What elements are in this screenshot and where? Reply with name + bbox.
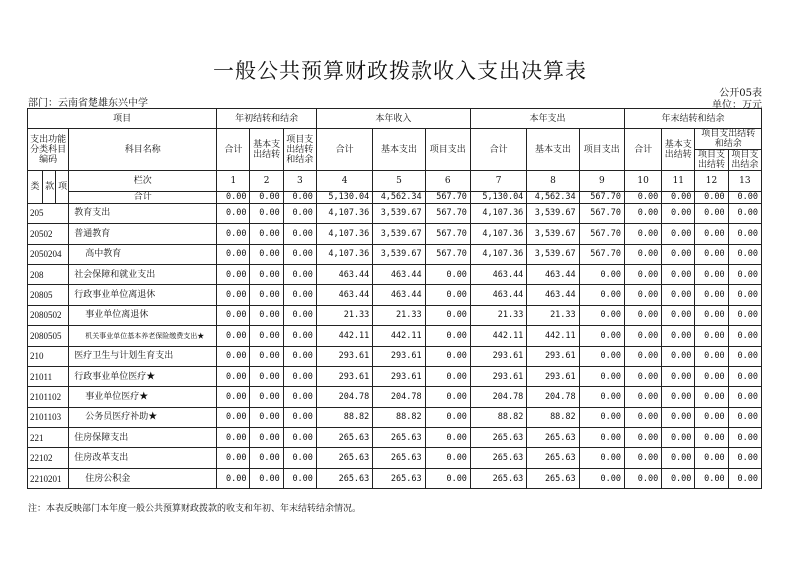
row-value: 0.00 (250, 346, 283, 366)
row-value: 442.11 (373, 326, 425, 346)
row-value: 0.00 (250, 203, 283, 223)
row-value: 0.00 (283, 407, 316, 427)
row-value: 3,539.67 (527, 244, 579, 264)
row-value: 567.70 (579, 224, 624, 244)
row-value: 0.00 (217, 428, 250, 448)
header-project-carry-short: 项目支出结转 (695, 150, 728, 171)
row-value: 0.00 (579, 468, 624, 488)
row-value: 0.00 (217, 244, 250, 264)
header-project-surplus: 项目支出结余 (728, 150, 761, 171)
row-name: 事业单位离退休 (69, 305, 217, 325)
header-item: 项目 (28, 109, 217, 129)
row-value: 0.00 (695, 346, 728, 366)
header-closing-project: 项目支出结转和结余 (695, 129, 762, 150)
row-value: 0.00 (624, 264, 661, 284)
row-value: 293.61 (316, 366, 372, 386)
row-value: 293.61 (527, 366, 579, 386)
row-value: 0.00 (662, 305, 695, 325)
table-row (28, 203, 762, 223)
row-value: 442.11 (316, 326, 372, 346)
table-row (28, 264, 762, 284)
header-lei: 类 (28, 171, 43, 203)
total-value: 0.00 (695, 191, 728, 203)
row-value: 0.00 (250, 407, 283, 427)
row-value: 463.44 (316, 264, 372, 284)
row-code: 210 (28, 346, 69, 366)
row-value: 0.00 (662, 244, 695, 264)
row-value: 0.00 (728, 387, 761, 407)
row-name: 住房保障支出 (69, 428, 217, 448)
row-value: 0.00 (624, 387, 661, 407)
row-value: 0.00 (662, 203, 695, 223)
row-value: 21.33 (527, 305, 579, 325)
row-value: 3,539.67 (527, 224, 579, 244)
row-value: 0.00 (695, 203, 728, 223)
row-value: 0.00 (250, 387, 283, 407)
row-value: 0.00 (425, 407, 470, 427)
col-num: 3 (283, 171, 316, 191)
row-value: 0.00 (728, 346, 761, 366)
header-closing-total: 合计 (624, 129, 661, 171)
row-value: 0.00 (624, 428, 661, 448)
header-code: 支出功能分类科目编码 (28, 129, 69, 171)
row-value: 0.00 (425, 285, 470, 305)
row-value: 0.00 (283, 448, 316, 468)
header-expense-basic: 基本支出 (527, 129, 579, 171)
row-code: 2080502 (28, 305, 69, 325)
row-value: 567.70 (425, 203, 470, 223)
row-value: 463.44 (373, 264, 425, 284)
row-value: 0.00 (695, 366, 728, 386)
row-value: 265.63 (373, 468, 425, 488)
row-value: 0.00 (579, 285, 624, 305)
row-value: 0.00 (217, 387, 250, 407)
row-value: 0.00 (283, 203, 316, 223)
row-value: 204.78 (470, 387, 526, 407)
row-value: 0.00 (579, 346, 624, 366)
row-name: 住房改革支出 (69, 448, 217, 468)
row-value: 0.00 (425, 305, 470, 325)
row-code: 2080505 (28, 326, 69, 346)
header-opening: 年初结转和结余 (217, 109, 317, 129)
header-income: 本年收入 (316, 109, 470, 129)
table-row (28, 428, 762, 448)
row-value: 265.63 (470, 448, 526, 468)
row-value: 0.00 (425, 366, 470, 386)
total-value: 0.00 (283, 191, 316, 203)
header-income-project: 项目支出 (425, 129, 470, 171)
table-row (28, 285, 762, 305)
row-value: 0.00 (217, 346, 250, 366)
total-value: 0.00 (250, 191, 283, 203)
row-value: 0.00 (217, 326, 250, 346)
row-value: 0.00 (728, 366, 761, 386)
row-value: 0.00 (217, 285, 250, 305)
page-title: 一般公共预算财政拨款收入支出决算表 (213, 59, 587, 83)
row-value: 293.61 (316, 346, 372, 366)
row-value: 4,107.36 (316, 244, 372, 264)
row-name: 机关事业单位基本养老保险缴费支出★ (69, 326, 217, 346)
row-value: 0.00 (728, 224, 761, 244)
row-value: 4,107.36 (470, 203, 526, 223)
row-value: 0.00 (728, 305, 761, 325)
row-value: 0.00 (250, 448, 283, 468)
header-income-basic: 基本支出 (373, 129, 425, 171)
table-row (28, 448, 762, 468)
row-value: 567.70 (425, 224, 470, 244)
row-value: 3,539.67 (527, 203, 579, 223)
col-num: 4 (316, 171, 372, 191)
row-value: 0.00 (217, 224, 250, 244)
total-value: 0.00 (662, 191, 695, 203)
row-value: 265.63 (470, 428, 526, 448)
row-value: 0.00 (624, 305, 661, 325)
row-value: 442.11 (527, 326, 579, 346)
row-value: 567.70 (579, 244, 624, 264)
row-value: 88.82 (527, 407, 579, 427)
footnote: 注：本表反映部门本年度一般公共预算财政拨款的收支和年初、年末结转结余情况。 (28, 504, 362, 514)
row-value: 0.00 (217, 407, 250, 427)
row-value: 0.00 (728, 448, 761, 468)
row-value: 0.00 (425, 326, 470, 346)
col-num: 1 (217, 171, 250, 191)
row-value: 293.61 (373, 366, 425, 386)
total-value: 0.00 (217, 191, 250, 203)
table-row (28, 407, 762, 427)
row-value: 0.00 (624, 326, 661, 346)
row-value: 4,107.36 (316, 203, 372, 223)
row-value: 0.00 (695, 326, 728, 346)
row-code: 205 (28, 203, 69, 223)
row-name: 事业单位医疗★ (69, 387, 217, 407)
header-xiang: 项 (56, 171, 69, 203)
total-value: 4,562.34 (373, 191, 425, 203)
total-value: 5,130.04 (470, 191, 526, 203)
row-value: 0.00 (283, 305, 316, 325)
row-value: 0.00 (728, 428, 761, 448)
budget-table (27, 108, 762, 489)
row-value: 463.44 (373, 285, 425, 305)
row-value: 0.00 (728, 407, 761, 427)
table-row (28, 387, 762, 407)
row-value: 463.44 (316, 285, 372, 305)
row-value: 0.00 (695, 224, 728, 244)
row-code: 2210201 (28, 468, 69, 488)
col-num: 9 (579, 171, 624, 191)
row-value: 21.33 (373, 305, 425, 325)
total-value: 567.70 (425, 191, 470, 203)
col-num: 5 (373, 171, 425, 191)
row-value: 293.61 (373, 346, 425, 366)
row-value: 265.63 (373, 428, 425, 448)
header-kuan: 款 (43, 171, 56, 203)
row-value: 0.00 (425, 468, 470, 488)
row-value: 0.00 (695, 407, 728, 427)
row-value: 4,107.36 (316, 224, 372, 244)
row-value: 4,107.36 (470, 224, 526, 244)
row-value: 0.00 (728, 285, 761, 305)
row-value: 0.00 (728, 244, 761, 264)
total-row-label: 合计 (69, 191, 217, 203)
row-value: 0.00 (250, 428, 283, 448)
row-value: 0.00 (250, 285, 283, 305)
row-value: 0.00 (695, 387, 728, 407)
row-value: 0.00 (662, 224, 695, 244)
row-value: 0.00 (662, 264, 695, 284)
row-value: 0.00 (662, 407, 695, 427)
table-row (28, 346, 762, 366)
row-value: 265.63 (470, 468, 526, 488)
row-code: 208 (28, 264, 69, 284)
row-value: 0.00 (695, 285, 728, 305)
total-value: 567.70 (579, 191, 624, 203)
row-value: 0.00 (283, 428, 316, 448)
table-row (28, 244, 762, 264)
row-value: 204.78 (373, 387, 425, 407)
row-name: 公务员医疗补助★ (69, 407, 217, 427)
col-num: 6 (425, 171, 470, 191)
row-name: 行政事业单位医疗★ (69, 366, 217, 386)
row-code: 20805 (28, 285, 69, 305)
row-value: 0.00 (283, 468, 316, 488)
row-value: 265.63 (316, 468, 372, 488)
column-row-label: 栏次 (69, 171, 217, 191)
row-value: 265.63 (316, 428, 372, 448)
header-expense: 本年支出 (470, 109, 624, 129)
row-value: 0.00 (662, 326, 695, 346)
row-value: 0.00 (728, 264, 761, 284)
row-value: 0.00 (283, 224, 316, 244)
row-value: 265.63 (527, 448, 579, 468)
header-closing-basic: 基本支出结转 (662, 129, 695, 171)
row-value: 4,107.36 (470, 244, 526, 264)
row-value: 0.00 (217, 264, 250, 284)
row-value: 293.61 (527, 346, 579, 366)
row-value: 265.63 (527, 468, 579, 488)
table-row (28, 305, 762, 325)
row-value: 0.00 (217, 468, 250, 488)
row-value: 0.00 (695, 305, 728, 325)
header-basic-carry: 基本支出结转 (250, 129, 283, 171)
row-value: 0.00 (624, 346, 661, 366)
row-value: 0.00 (624, 203, 661, 223)
row-value: 0.00 (250, 468, 283, 488)
row-value: 0.00 (283, 244, 316, 264)
header-name: 科目名称 (69, 129, 217, 171)
row-value: 0.00 (579, 326, 624, 346)
row-value: 567.70 (425, 244, 470, 264)
row-value: 0.00 (283, 387, 316, 407)
row-name: 社会保障和就业支出 (69, 264, 217, 284)
total-value: 5,130.04 (316, 191, 372, 203)
row-value: 463.44 (527, 264, 579, 284)
row-code: 21011 (28, 366, 69, 386)
row-value: 0.00 (250, 244, 283, 264)
row-value: 0.00 (624, 285, 661, 305)
row-value: 0.00 (217, 305, 250, 325)
row-value: 0.00 (662, 468, 695, 488)
row-value: 0.00 (425, 346, 470, 366)
row-value: 3,539.67 (373, 224, 425, 244)
row-value: 0.00 (425, 264, 470, 284)
row-value: 0.00 (579, 387, 624, 407)
row-value: 0.00 (250, 366, 283, 386)
table-row (28, 366, 762, 386)
table-row (28, 326, 762, 346)
row-value: 0.00 (662, 448, 695, 468)
row-value: 0.00 (579, 264, 624, 284)
header-project-carry: 项目支出结转和结余 (283, 129, 316, 171)
header-closing: 年末结转和结余 (624, 109, 761, 129)
row-value: 0.00 (283, 264, 316, 284)
row-value: 0.00 (624, 407, 661, 427)
row-value: 0.00 (250, 326, 283, 346)
row-value: 265.63 (527, 428, 579, 448)
table-row (28, 468, 762, 488)
row-value: 88.82 (470, 407, 526, 427)
department-label: 部门：云南省楚雄东兴中学 (28, 98, 148, 109)
row-value: 0.00 (624, 244, 661, 264)
row-value: 0.00 (579, 407, 624, 427)
row-value: 463.44 (527, 285, 579, 305)
row-value: 293.61 (470, 346, 526, 366)
row-value: 463.44 (470, 285, 526, 305)
row-value: 0.00 (662, 366, 695, 386)
row-value: 204.78 (316, 387, 372, 407)
row-value: 0.00 (217, 448, 250, 468)
row-value: 0.00 (579, 305, 624, 325)
form-code: 公开05表 (719, 88, 762, 99)
row-value: 0.00 (250, 305, 283, 325)
total-value: 4,562.34 (527, 191, 579, 203)
row-value: 3,539.67 (373, 244, 425, 264)
row-value: 0.00 (662, 428, 695, 448)
row-value: 442.11 (470, 326, 526, 346)
row-value: 0.00 (425, 428, 470, 448)
total-value: 0.00 (728, 191, 761, 203)
row-name: 教育支出 (69, 203, 217, 223)
row-value: 0.00 (728, 203, 761, 223)
row-value: 0.00 (250, 224, 283, 244)
row-value: 0.00 (624, 468, 661, 488)
row-value: 0.00 (662, 387, 695, 407)
row-value: 0.00 (695, 448, 728, 468)
row-value: 0.00 (217, 203, 250, 223)
row-value: 0.00 (283, 326, 316, 346)
header-expense-total: 合计 (470, 129, 526, 171)
row-name: 普通教育 (69, 224, 217, 244)
row-value: 567.70 (579, 203, 624, 223)
row-value: 0.00 (217, 366, 250, 386)
row-value: 265.63 (373, 448, 425, 468)
row-value: 204.78 (527, 387, 579, 407)
row-value: 0.00 (579, 428, 624, 448)
row-value: 0.00 (695, 428, 728, 448)
header-expense-project: 项目支出 (579, 129, 624, 171)
col-num: 13 (728, 171, 761, 191)
row-value: 293.61 (470, 366, 526, 386)
col-num: 11 (662, 171, 695, 191)
row-value: 0.00 (662, 285, 695, 305)
total-value: 0.00 (624, 191, 661, 203)
row-value: 0.00 (425, 448, 470, 468)
row-value: 0.00 (283, 366, 316, 386)
col-num: 10 (624, 171, 661, 191)
row-code: 2050204 (28, 244, 69, 264)
row-value: 0.00 (624, 448, 661, 468)
col-num: 12 (695, 171, 728, 191)
row-code: 20502 (28, 224, 69, 244)
row-code: 2101102 (28, 387, 69, 407)
row-value: 265.63 (316, 448, 372, 468)
row-value: 0.00 (579, 448, 624, 468)
row-code: 22102 (28, 448, 69, 468)
row-value: 0.00 (695, 468, 728, 488)
row-value: 21.33 (316, 305, 372, 325)
header-income-total: 合计 (316, 129, 372, 171)
table-row (28, 224, 762, 244)
row-value: 0.00 (579, 366, 624, 386)
row-value: 0.00 (425, 387, 470, 407)
row-value: 0.00 (728, 468, 761, 488)
row-value: 0.00 (624, 366, 661, 386)
row-value: 0.00 (624, 224, 661, 244)
col-num: 2 (250, 171, 283, 191)
row-name: 医疗卫生与计划生育支出 (69, 346, 217, 366)
row-name: 高中教育 (69, 244, 217, 264)
row-value: 0.00 (695, 264, 728, 284)
unit-label: 单位：万元 (712, 100, 762, 111)
row-value: 88.82 (373, 407, 425, 427)
row-value: 0.00 (662, 346, 695, 366)
row-value: 0.00 (728, 326, 761, 346)
row-value: 0.00 (283, 346, 316, 366)
header-opening-total: 合计 (217, 129, 250, 171)
col-num: 8 (527, 171, 579, 191)
row-name: 行政事业单位离退休 (69, 285, 217, 305)
row-value: 463.44 (470, 264, 526, 284)
row-code: 221 (28, 428, 69, 448)
row-code: 2101103 (28, 407, 69, 427)
row-value: 0.00 (695, 244, 728, 264)
row-name: 住房公积金 (69, 468, 217, 488)
row-value: 0.00 (250, 264, 283, 284)
row-value: 21.33 (470, 305, 526, 325)
row-value: 3,539.67 (373, 203, 425, 223)
row-value: 88.82 (316, 407, 372, 427)
col-num: 7 (470, 171, 526, 191)
row-value: 0.00 (283, 285, 316, 305)
